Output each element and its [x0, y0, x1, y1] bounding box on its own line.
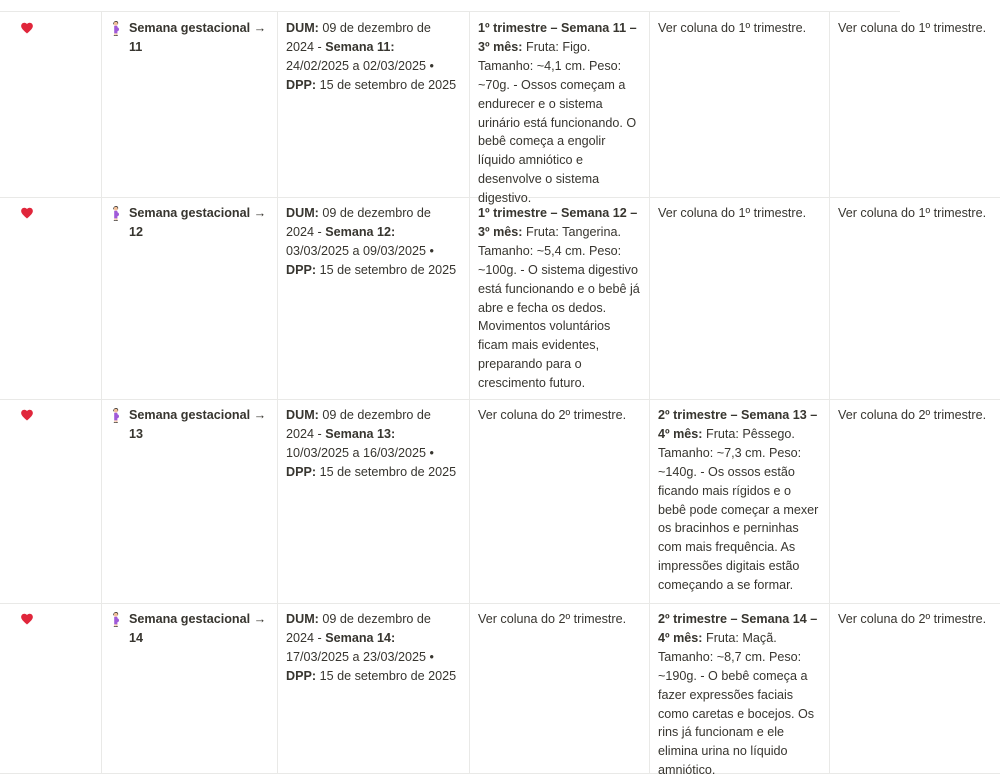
row-title: Semana gestacional → 12: [129, 206, 267, 239]
dum-value: 09 de dezembro de 2024 -: [286, 21, 431, 54]
dum-value: 09 de dezembro de 2024 -: [286, 612, 431, 645]
week-range-value: 17/03/2025 a 23/03/2025 •: [286, 649, 434, 664]
dates-cell[interactable]: [278, 197, 470, 399]
favorite-cell[interactable]: [0, 197, 102, 399]
name-wrapper: [110, 610, 269, 648]
dates-cell[interactable]: [278, 603, 470, 773]
trimester-description: Ver coluna do 1º trimestre.: [658, 21, 807, 35]
week-label: Semana 12:: [325, 224, 396, 239]
trimester-description: Fruta: Pêssego. Tamanho: ~7,3 cm. Peso: ~140g. - Os ossos estão ficando mais rígidos e o bebê pode começar a mexer os bracinhos e perninhas com mais frequência. As impressões digitais estão começando a se formar.: [658, 426, 819, 593]
favorite-cell[interactable]: [0, 12, 102, 197]
dum-label: DUM:: [286, 612, 319, 626]
table-row[interactable]: [0, 12, 1000, 206]
name-wrapper: [110, 19, 269, 57]
dum-value: 09 de dezembro de 2024 -: [286, 206, 431, 239]
pregnant-person-icon: [110, 20, 122, 36]
name-cell[interactable]: [102, 12, 278, 197]
first-trimester-cell[interactable]: [470, 197, 650, 399]
dpp-value: 15 de setembro de 2025: [316, 668, 457, 683]
trimester-description: Fruta: Maçã. Tamanho: ~8,7 cm. Peso: ~190g. - O bebê começa a fazer expressões faciais como caretas e bocejos. Os rins já funcionam e ele elimina urina no líquido amniótico.: [658, 630, 815, 778]
second-trimester-cell[interactable]: [650, 603, 830, 778]
row-title: Semana gestacional → 11: [129, 21, 267, 54]
trimester-description: Ver coluna do 2º trimestre.: [478, 408, 627, 422]
dpp-value: 15 de setembro de 2025: [316, 77, 457, 92]
favorite-cell[interactable]: [0, 603, 102, 773]
third-trimester-cell[interactable]: [830, 197, 1000, 399]
table-row[interactable]: [0, 603, 1000, 778]
dates-cell[interactable]: [278, 399, 470, 603]
trimester-heading: 2º trimestre – Semana 14 – 4º mês:: [658, 612, 818, 645]
second-trimester-cell[interactable]: [650, 197, 830, 399]
pregnant-person-icon: [110, 205, 122, 221]
heart-icon: [20, 21, 34, 35]
week-label: Semana 14:: [325, 630, 396, 645]
name-wrapper: [110, 204, 269, 242]
dum-label: DUM:: [286, 408, 319, 422]
third-trimester-cell[interactable]: [830, 603, 1000, 773]
week-label: Semana 13:: [325, 426, 396, 441]
trimester-description: Ver coluna do 2º trimestre.: [838, 612, 987, 626]
dum-value: 09 de dezembro de 2024 -: [286, 408, 431, 441]
trimester-description: Ver coluna do 2º trimestre.: [478, 612, 627, 626]
table-row[interactable]: [0, 399, 1000, 604]
trimester-heading: 1º trimestre – Semana 12 – 3º mês:: [478, 206, 638, 239]
dpp-label: DPP:: [286, 668, 317, 683]
dates-cell[interactable]: [278, 12, 470, 197]
heart-icon: [20, 612, 34, 626]
trimester-description: Fruta: Figo. Tamanho: ~4,1 cm. Peso: ~70g. - Ossos começam a endurecer e o sistema urinário está funcionando. O bebê começa a engolir líquido amniótico e desenvolve o sistema digestivo.: [478, 39, 637, 206]
table-row[interactable]: [0, 197, 1000, 400]
trimester-description: Ver coluna do 1º trimestre.: [838, 21, 987, 35]
trimester-description: Ver coluna do 1º trimestre.: [658, 206, 807, 220]
trimester-heading: 1º trimestre – Semana 11 – 3º mês:: [478, 21, 637, 54]
pregnant-person-icon: [110, 611, 122, 627]
week-label: Semana 11:: [325, 39, 395, 54]
trimester-description: Ver coluna do 1º trimestre.: [838, 206, 987, 220]
week-range-value: 10/03/2025 a 16/03/2025 •: [286, 445, 434, 460]
dpp-label: DPP:: [286, 262, 317, 277]
dpp-value: 15 de setembro de 2025: [316, 464, 457, 479]
row-title: Semana gestacional → 13: [129, 408, 267, 441]
name-cell[interactable]: [102, 197, 278, 399]
name-wrapper: [110, 406, 269, 444]
name-cell[interactable]: [102, 603, 278, 773]
name-cell[interactable]: [102, 399, 278, 603]
third-trimester-cell[interactable]: [830, 12, 1000, 197]
trimester-description: Ver coluna do 2º trimestre.: [838, 408, 987, 422]
week-range-value: 24/02/2025 a 02/03/2025 •: [286, 58, 434, 73]
third-trimester-cell[interactable]: [830, 399, 1000, 603]
dpp-label: DPP:: [286, 464, 317, 479]
favorite-cell[interactable]: [0, 399, 102, 603]
first-trimester-cell[interactable]: [470, 12, 650, 206]
heart-icon: [20, 408, 34, 422]
row-title: Semana gestacional → 14: [129, 612, 267, 645]
dum-label: DUM:: [286, 206, 319, 220]
trimester-heading: 2º trimestre – Semana 13 – 4º mês:: [658, 408, 818, 441]
trimester-description: Fruta: Tangerina. Tamanho: ~5,4 cm. Peso: ~100g. - O sistema digestivo está funcionando e o bebê já abre e fecha os dedos. Movimentos voluntários ficam mais evidentes, preparando para o crescimento futuro.: [478, 224, 640, 391]
dpp-label: DPP:: [286, 77, 317, 92]
second-trimester-cell[interactable]: [650, 399, 830, 603]
dum-label: DUM:: [286, 21, 319, 35]
second-trimester-cell[interactable]: [650, 12, 830, 197]
pregnant-person-icon: [110, 407, 122, 423]
heart-icon: [20, 206, 34, 220]
first-trimester-cell[interactable]: [470, 399, 650, 603]
first-trimester-cell[interactable]: [470, 603, 650, 773]
dpp-value: 15 de setembro de 2025: [316, 262, 457, 277]
week-range-value: 03/03/2025 a 09/03/2025 •: [286, 243, 434, 258]
